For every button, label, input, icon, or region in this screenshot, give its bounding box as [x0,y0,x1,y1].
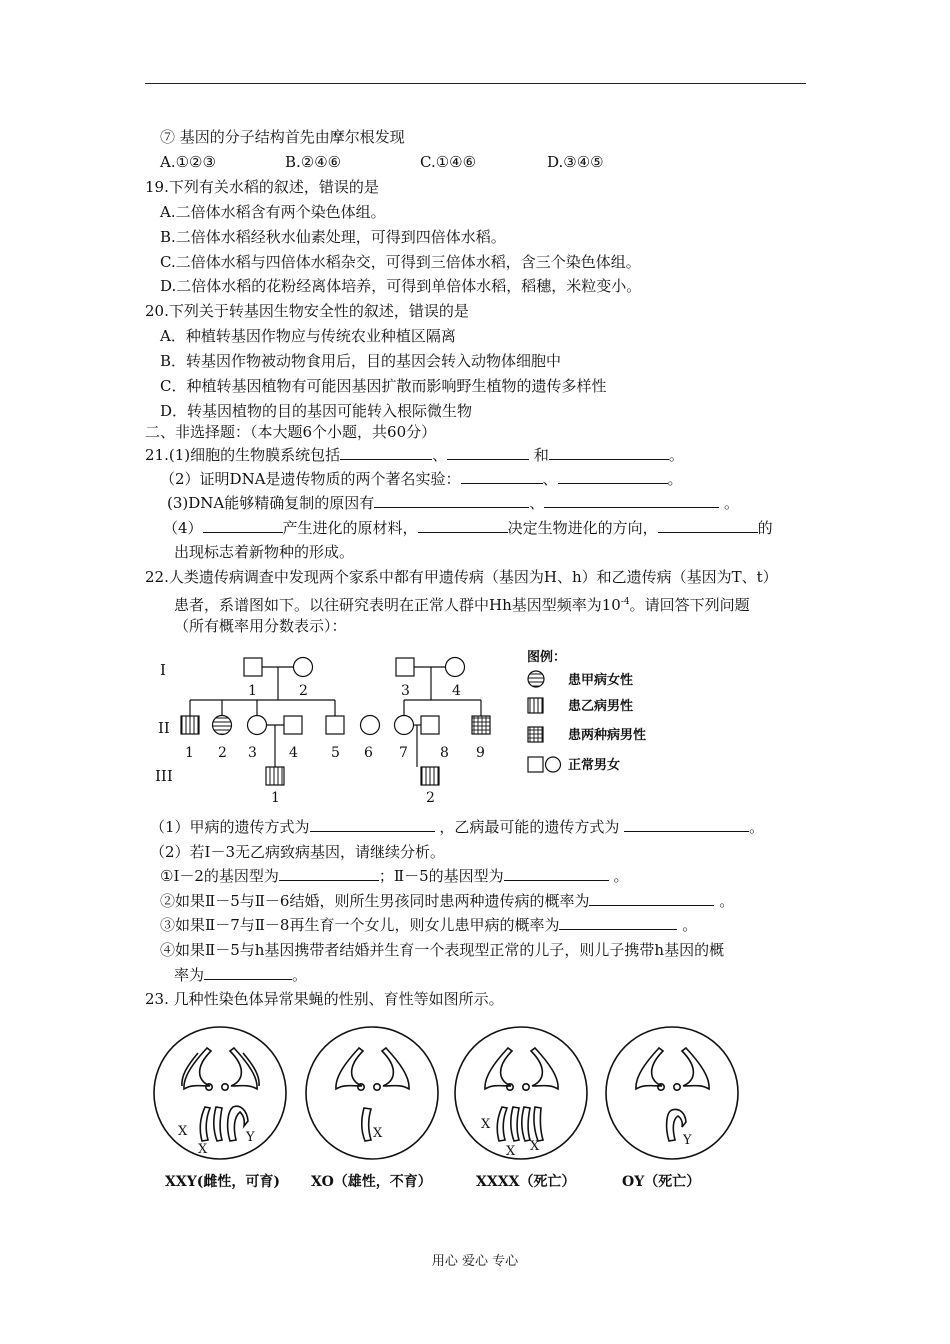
q22-s1-text: （1）甲病的遗传方式为 [150,818,310,836]
q22-sub2-4: ④如果Ⅱ－5与h基因携带者结婚并生育一个表现型正常的儿子，则儿子携带h基因的概 [160,941,725,959]
separator: 、 [529,494,545,512]
q20-option-c: C．种植转基因植物有可能因基因扩散而影响野生植物的遗传多样性 [160,377,607,395]
individual-ii2 [213,716,232,735]
q19-stem: 19.下列有关水稻的叙述，错误的是 [145,178,379,196]
legend-label-c: 患两种病男性 [568,728,647,743]
individual-iii1 [266,767,284,785]
individual-i2 [294,658,313,677]
period: 。 [719,494,740,512]
individual-ii5 [326,716,344,734]
number-ii5: 5 [331,745,340,761]
number-ii9: 9 [476,745,485,761]
separator: 、 [542,470,558,488]
legend-label-a: 患甲病女性 [568,673,634,688]
q21-p1-text: 21.(1)细胞的生物膜系统包括 [145,446,341,464]
q22-sub1 [150,817,764,837]
q19-option-d: D.二倍体水稻的花粉经离体培养，可得到单倍体水稻，稻穗，米粒变小。 [160,277,642,295]
legend-label-b: 患乙病男性 [568,699,634,714]
page-footer: 用心 爱心 专心 [431,1254,519,1269]
q18-option-c: C.①④⑥ [420,153,477,171]
legend-symbol-b [528,698,543,713]
q21-part1 [145,445,684,465]
q22-sub2-4-cont [174,965,307,985]
number-ii3: 3 [248,745,257,761]
chrom-label: X [530,1139,540,1154]
q22-line2-end: 。请回答下列问题 [629,596,750,614]
period: 。 [749,818,765,836]
caption-xxxx: XXXX（死亡） [476,1174,576,1190]
individual-ii6 [361,716,380,735]
header-rule [145,83,806,84]
q19-option-a: A.二倍体水稻含有两个染色体组。 [160,203,386,221]
legend-symbol-d-square [528,757,543,772]
number-ii8: 8 [440,745,449,761]
period: 。 [668,446,684,464]
legend-symbol-c [528,727,543,742]
q23-stem: 23. 几种性染色体异常果蝇的性别、育性等如图所示。 [145,990,504,1008]
exponent: -4 [620,597,630,607]
number-i3: 3 [401,683,410,699]
q22-line2 [174,592,750,615]
answer-blank[interactable] [418,518,508,533]
q19-option-c: C.二倍体水稻与四倍体水稻杂交，可得到三倍体水稻，含三个染色体组。 [160,253,641,271]
q22-s2-3-text: ③如果Ⅱ－7与Ⅱ－8再生育一个女儿，则女儿患甲病的概率为 [160,916,560,934]
answer-blank[interactable] [374,493,529,508]
legend-symbol-d-circle [546,757,561,772]
q22-s2-2-text: ②如果Ⅱ－5与Ⅱ－6结婚，则所生男孩同时患两种遗传病的概率为 [160,892,590,910]
cell-xo [306,1027,438,1159]
period: 。 [667,470,683,488]
cell-oy [606,1027,738,1159]
chrom-label: Y [683,1133,692,1148]
q21-p4-text2: 决定生物进化的方向， [507,519,658,537]
q21-p3-text: (3)DNA能够精确复制的原因有 [167,494,375,512]
q18-option-b: B.②④⑥ [285,153,342,171]
answer-blank[interactable] [279,866,379,881]
answer-blank[interactable] [447,445,529,460]
q21-p2-text: （2）证明DNA是遗传物质的两个著名实验： [160,470,461,488]
individual-ii1 [181,716,199,734]
q22-sub2-3 [160,915,697,935]
q20-option-d: D．转基因植物的目的基因可能转入根际微生物 [160,402,473,420]
chrom-label: X [373,1126,383,1141]
q22-s2-1-text2: ；Ⅱ－5的基因型为 [378,867,504,885]
individual-i4 [446,658,465,677]
q21-p4-text1: 产生进化的原材料， [282,519,418,537]
answer-blank[interactable] [203,518,283,533]
individual-iii2 [421,767,439,785]
q20-option-b: B．转基因作物被动物食用后，目的基因会转入动物体细胞中 [160,352,562,370]
q22-sub2: （2）若Ⅰ－3无乙病致病基因，请继续分析。 [150,843,446,861]
answer-blank[interactable] [658,518,758,533]
section-2-heading: 二、非选择题：（本大题6个小题，共60分） [145,423,437,441]
caption-xo: XO（雄性，不育） [311,1174,432,1190]
chrom-label: X [506,1144,516,1159]
q19-option-b: B.二倍体水稻经秋水仙素处理，可得到四倍体水稻。 [160,228,506,246]
individual-ii9 [472,716,490,734]
answer-blank[interactable] [204,965,292,980]
number-i2: 2 [299,683,308,699]
q22-line1: 22.人类遗传病调查中发现两个家系中都有甲遗传病（基因为H、h）和乙遗传病（基因为T、t） [145,568,778,586]
q20-option-a: A．种植转基因作物应与传统农业种植区隔离 [160,327,456,345]
gen-label-i: I [160,661,166,679]
number-ii2: 2 [218,745,227,761]
individual-i1 [244,658,262,676]
q21-part3 [167,493,739,513]
q22-line3: （所有概率用分数表示）： [174,617,347,635]
cell-xxy [154,1027,286,1159]
q22-s2-1-text: ①Ⅰ－2的基因型为 [160,867,279,885]
q22-sub2-2 [160,891,734,911]
q22-line2-text: 患者，系谱图如下。以往研究表明在正常人群中Hh基因型频率为10 [174,596,621,614]
q21-p4-text3: 的 [757,519,773,537]
answer-blank[interactable] [558,469,668,484]
gen-label-iii: III [155,767,173,785]
answer-blank[interactable] [559,915,677,930]
answer-blank[interactable] [544,493,719,508]
answer-blank[interactable] [461,469,543,484]
q21-part4-cont: 出现标志着新物种的形成。 [174,543,355,561]
individual-i3 [396,658,414,676]
answer-blank[interactable] [589,891,714,906]
q22-sub2-1 [160,866,628,886]
number-ii4: 4 [289,745,298,761]
chrom-label: Y [246,1130,255,1145]
period: 。 [677,916,698,934]
chrom-label: X [481,1117,491,1132]
individual-ii4 [284,716,302,734]
individual-ii8 [421,716,439,734]
number-ii7: 7 [399,745,408,761]
period: 。 [714,892,735,910]
period: 。 [608,867,629,885]
caption-oy: OY（死亡） [622,1174,701,1190]
number-ii6: 6 [364,745,373,761]
connector: 和 [529,446,549,464]
chrom-label: X [198,1142,208,1157]
q18-option-d: D.③④⑤ [547,153,604,171]
individual-ii7 [395,716,414,735]
answer-blank[interactable] [549,445,669,460]
number-i1: 1 [248,683,257,699]
q18-item7: ⑦ 基因的分子结构首先由摩尔根发现 [160,128,405,146]
number-i4: 4 [452,683,461,699]
q18-option-a: A.①②③ [160,153,216,171]
legend-title: 图例： [527,650,567,665]
chromosome-figure [150,1020,750,1195]
separator: 、 [432,446,448,464]
answer-blank[interactable] [624,817,749,832]
individual-ii3 [248,716,267,735]
q21-p4-label: （4） [163,519,203,537]
caption-xxy: XXY(雌性，可育) [165,1174,280,1190]
number-ii1: 1 [185,745,194,761]
number-iii1: 1 [271,790,280,806]
number-iii2: 2 [426,790,435,806]
q20-stem: 20.下列关于转基因生物安全性的叙述，错误的是 [145,302,469,320]
legend-symbol-a [528,671,544,687]
period: 。 [292,966,308,984]
q18-options [160,152,604,172]
legend-label-d: 正常男女 [568,758,621,773]
cell-xxxx [455,1027,587,1159]
q21-part4 [163,518,773,538]
q22-s2-4-text: 率为 [174,966,205,984]
pedigree-diagram [150,645,680,815]
q21-part2 [160,469,683,489]
q22-s1-text2: ，乙病最可能的遗传方式为 [434,818,620,836]
answer-blank[interactable] [504,866,609,881]
chrom-label: X [178,1124,188,1139]
gen-label-ii: II [158,719,170,737]
answer-blank[interactable] [340,445,432,460]
answer-blank[interactable] [310,817,435,832]
